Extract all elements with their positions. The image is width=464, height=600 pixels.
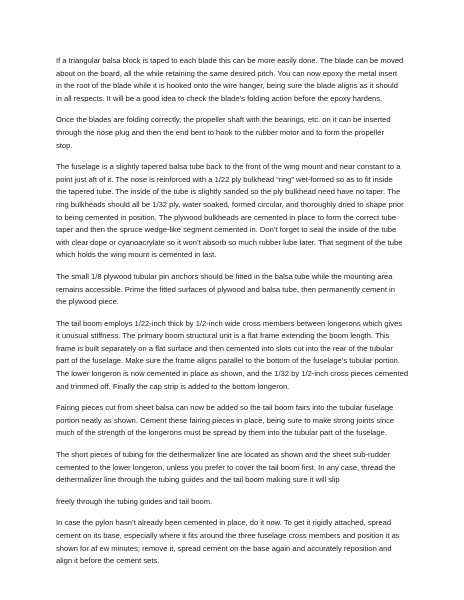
- paragraph-dethermalizer-continued: freely through the tubing guides and tail boom.: [56, 496, 213, 506]
- paragraph-pin-anchors: The small 1/8 plywood tubular pin anchors should be fitted in the balsa tube while the mounting area remains accessible. Prime the fitted surfaces of plywood and balsa tube, then permanently cement in the plywood piece.: [56, 271, 395, 307]
- document-page: [56, 55, 418, 577]
- paragraph-blade-pitch: If a triangular balsa block is taped to each blade this can be more easily done. The blade can be moved about on the board, all the while retaining the same desired pitch. You can now epoxy the metal insert in the root of the blade while it is hooked onto the wire hanger, being sure the blade aligns as it should in all respects. It will be a good idea to check the blade’s folding action before the epoxy hardens.: [56, 56, 404, 103]
- paragraph-tail-boom: The tail boom employs 1/22-inch thick by 1/2-inch wide cross members between longerons which gives it unusual stiffness. The primary boom structural unit is a flat frame extending the boom length. This frame is built separately on a flat surface and then cemented into slots cut into the rear of the tubular part of the fuselage. Make sure the frame aligns parallel to the bottom of the fuselage’s tubular portion. The lower longeron is now cemented in place as shown, and the 1/32 by 1/2-inch cross pieces cemented and trimmed off. Finally the cap strip is added to the bottom longeron.: [56, 318, 409, 391]
- paragraph-fairing: Fairing pieces cut from sheet balsa can now be added so the tail boom fairs into the tubular fuselage portion neatly as shown. Cement these fairing pieces in place, being sure to make strong joints since much of the strength of the longerons must be spread by them into the tubular part of the fuselage.: [56, 403, 395, 438]
- paragraph-propeller-shaft: Once the blades are folding correctly, the propeller shaft with the bearings, etc. on it can be inserted through the nose plug and then the end bent to hook to the rubber motor and to form the propeller stop.: [56, 115, 391, 150]
- paragraph-pylon: In case the pylon hasn’t already been cemented in place, do it now. To get it rigidly attached, spread cement on its base, especially where it fits around the three fuselage cross members and position it as shown for af ew minutes; remove it, spread cement on the base again and accurately reposition and align it before the cement sets.: [56, 518, 400, 566]
- paragraph-fuselage: The fuselage is a slightly tapered balsa tube back to the front of the wing mount and near constant to a point just aft of it. The nose is reinforced with a 1/22 ply bulkhead “ring” wet-formed so as to fit inside the tapered tube. The inside of the tube is slightly sanded so the ply bulkhead need have no taper. The ring bulkheads should all be 1/32 ply, water soaked, formed circular, and thoroughly dried to shape prior to being cemented in position. The plywood bulkheads are cemented in place to form the correct tube taper and then the spruce wedge-like segment cemented in. Don’t forget to seal the inside of the tube with clear dope or cyanoacrylate so it won’t absorb so much rubber lube later. That segment of the tube which holds the wing mount is cemented in last.: [56, 162, 404, 260]
- paragraph-dethermalizer: The short pieces of tubing for the dethermalizer line are located as shown and the sheet sub-rudder cemented to the lower longeron, unless you prefer to cover the tail boom first. In any case, thread the dethermalizer line through the tubing guides and the tail boom making sure it will slip: [56, 450, 396, 485]
